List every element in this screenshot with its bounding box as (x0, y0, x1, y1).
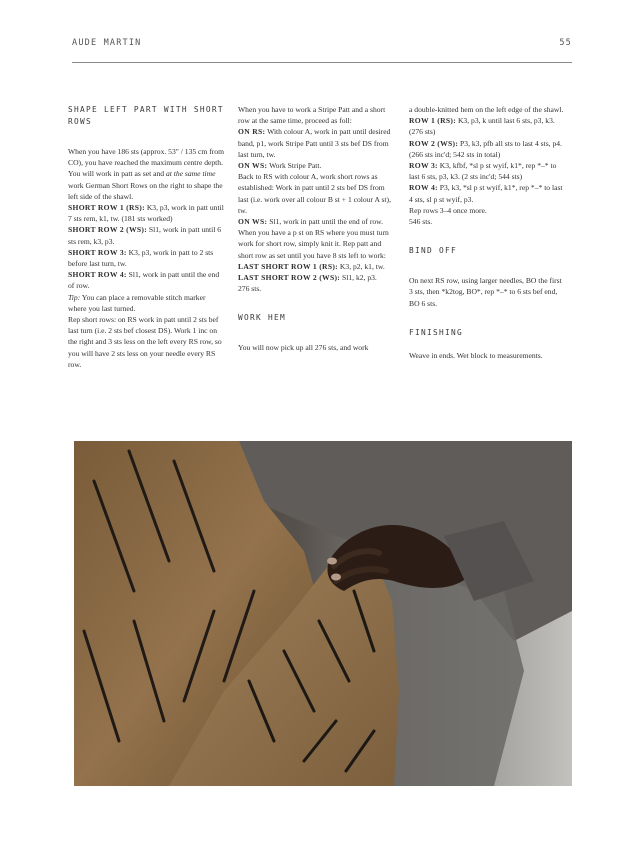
column-3 (409, 104, 565, 361)
column-2 (238, 104, 394, 354)
stitch-count: 276 sts. (238, 284, 262, 294)
instruction-last-short-row-2: LAST SHORT ROW 2 (WS): Sl1, k2, p3. (238, 273, 377, 283)
instruction-row-3: ROW 3: K3, kfbf, *sl p st wyif, k1*, rep *–* to last 6 sts, p3, k3. (2 sts inc'd; 544 sts) (409, 161, 557, 182)
intro-paragraph: When you have 186 sts (approx. 53" / 135 cm from CO), you have reached the maximum centre depth. You will work in patt as set and at the same time work German Short Rows on the right to shape the left side of the shawl. (68, 147, 224, 201)
instruction-short-row-2: SHORT ROW 2 (WS): Sl1, work in patt until 6 sts rem, k3, p3. (68, 225, 222, 246)
stitch-count: 546 sts. (409, 217, 433, 227)
hem-paragraph: You will now pick up all 276 sts, and work (238, 343, 369, 353)
section-heading-work-hem: WORK HEM (238, 313, 286, 323)
instruction-short-row-3: SHORT ROW 3: K3, p3, work in patt to 2 sts before last turn, tw. (68, 247, 214, 269)
repeat-paragraph: Rep short rows: on RS work in patt until 2 sts bef last turn (i.e. 2 sts bef closest DS). Work 1 inc on the right and 3 sts less on the left every RS row, so you will have 2 sts less on your needle every RS row. (68, 315, 222, 369)
repeat-rows: Rep rows 3–4 once more. (409, 205, 487, 215)
section-heading-short-rows: SHAPE LEFT PART WITH SHORT ROWS (68, 105, 224, 126)
stripe-intro: When you have to work a Stripe Patt and a short row at the same time, proceed as foll: (238, 105, 386, 126)
photo-illustration (74, 441, 572, 786)
section-heading-bind-off: BIND OFF (409, 246, 457, 256)
page-number: 55 (559, 38, 572, 48)
instruction-on-ws: ON WS: Work Stripe Patt. (238, 161, 322, 171)
section-heading-finishing: FINISHING (409, 327, 463, 337)
purl-stitch-paragraph: When you have a p st on RS where you must turn work for short row, simply knit it. Rep patt and short row as set until you have 8 sts left to work: (238, 228, 389, 260)
column-1 (68, 104, 224, 370)
author-name: AUDE MARTIN (72, 38, 142, 48)
back-to-rs-paragraph: Back to RS with colour A, work short rows as established: Work in patt until 2 sts bef DS from last (i.e. work over all colour B st + 1 colour A st), tw. (238, 172, 391, 215)
bind-off-paragraph: On next RS row, using larger needles, BO the first 3 sts, then *k2tog, BO*, rep *–* to 6 sts bef end, BO 6 sts. (409, 276, 562, 308)
tip-paragraph: Tip: You can place a removable stitch marker where you last turned. (68, 292, 206, 313)
instruction-on-ws-2: ON WS: Sl1, work in patt until the end of row. (238, 217, 384, 227)
knitted-shawl-photo (74, 441, 572, 786)
instruction-row-2: ROW 2 (WS): P3, k3, pfb all sts to last 4 sts, p4. (266 sts inc'd; 542 sts in total) (409, 138, 562, 159)
instruction-short-row-1: SHORT ROW 1 (RS): K3, p3, work in patt until 7 sts rem, k1, tw. (181 sts worked) (68, 203, 224, 224)
instruction-short-row-4: SHORT ROW 4: Sl1, work in patt until the end of row. (68, 270, 220, 291)
instruction-row-1: ROW 1 (RS): K3, p3, k until last 6 sts, p3, k3. (276 sts) (409, 116, 555, 137)
instruction-on-rs: ON RS: With colour A, work in patt until desired band, p1, work Stripe Patt until 3 sts bef DS from last turn, tw. (238, 127, 391, 159)
header-rule (72, 62, 572, 63)
finishing-paragraph: Weave in ends. Wet block to measurements. (409, 350, 543, 360)
instruction-last-short-row-1: LAST SHORT ROW 1 (RS): K3, p2, k1, tw. (238, 261, 385, 271)
hem-continuation: a double-knitted hem on the left edge of the shawl. (409, 105, 564, 114)
instruction-row-4: ROW 4: P3, k3, *sl p st wyif, k1*, rep *–* to last 4 sts, sl p st wyif, p3. (409, 183, 563, 204)
